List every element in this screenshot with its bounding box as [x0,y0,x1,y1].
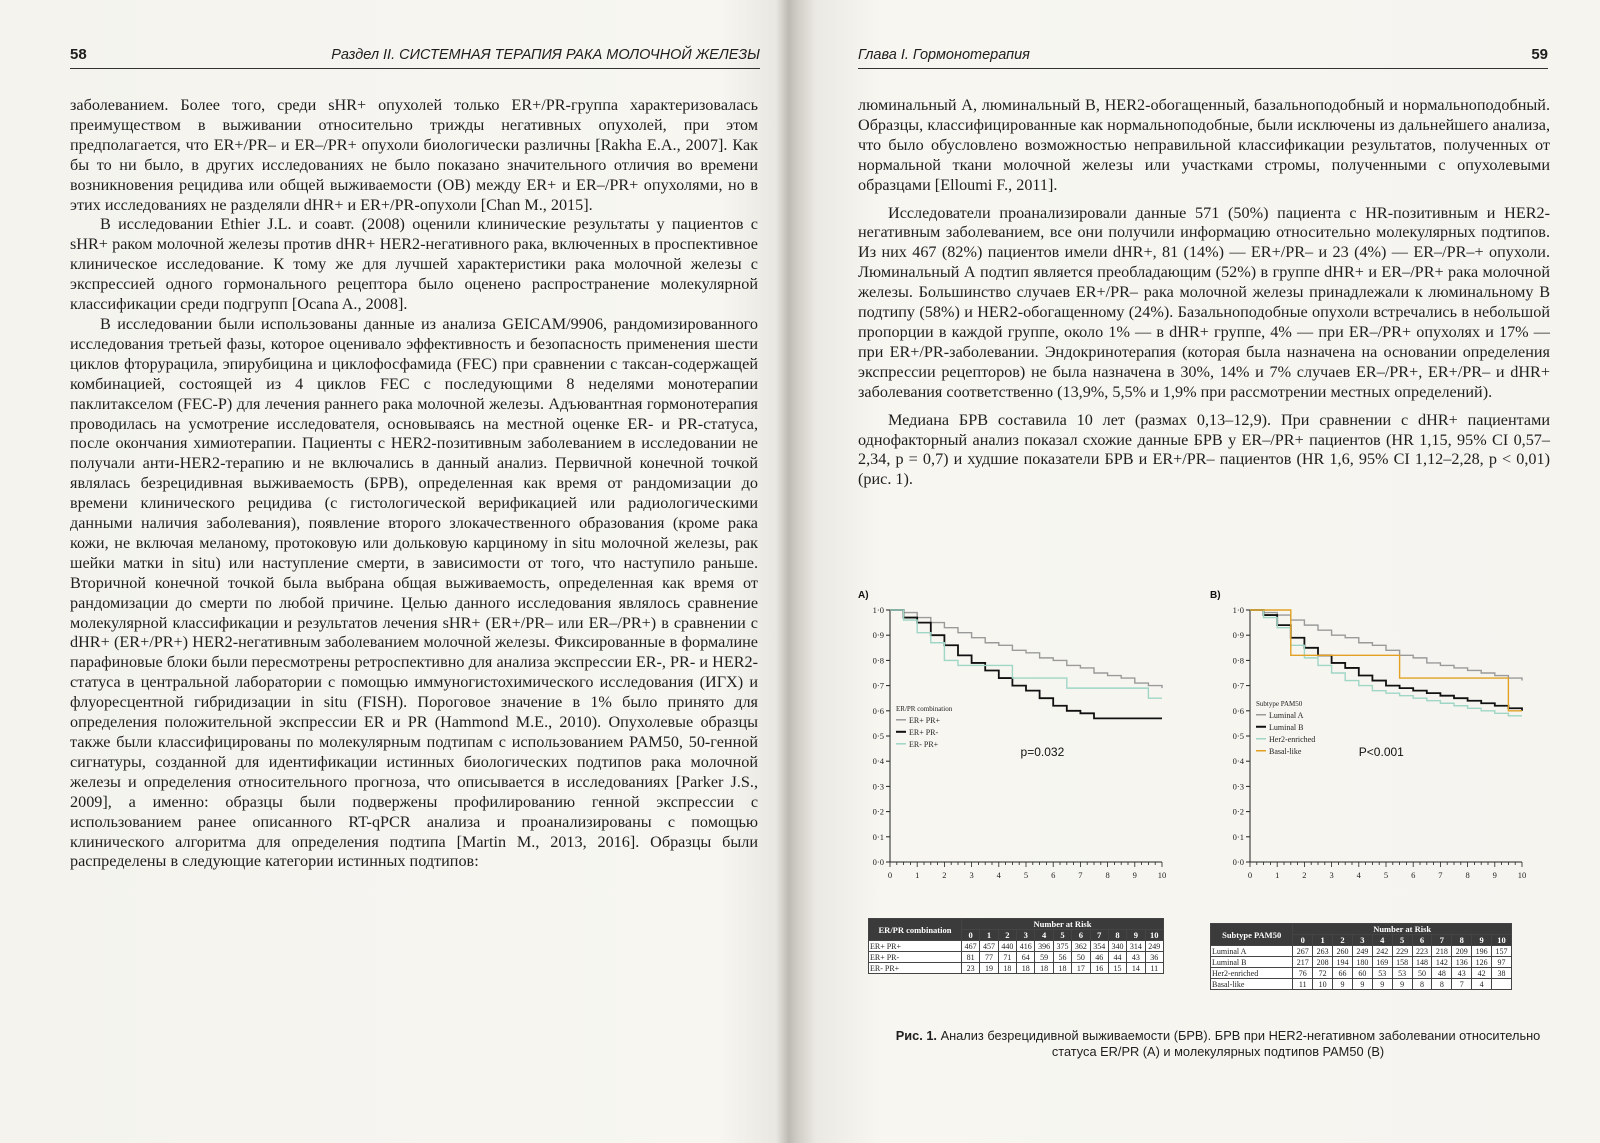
risk-cell: 9 [1372,979,1392,990]
risk-row-label: ER- PR+ [869,963,962,974]
risk-cell: 43 [1127,952,1145,963]
table-row [1211,957,1512,968]
left-running-head [70,44,760,69]
legend-title: Subtype PAM50 [1256,699,1303,708]
y-tick-label: 0·9 [1232,630,1244,641]
risk-cell: 263 [1313,946,1333,957]
risk-cell: 229 [1392,946,1412,957]
risk-cell: 314 [1127,941,1145,952]
x-tick-label: 2 [942,870,947,880]
y-tick-label: 1·0 [1232,605,1244,615]
right-page [810,0,1600,1143]
left-page [0,0,790,1143]
risk-cell: 126 [1472,957,1492,968]
risk-column-header: 5 [1053,930,1071,941]
paragraph: В исследовании Ethier J.L. и соавт. (2008) оценили клинические результаты у пациентов с sHR+ раком молочной железы против dHR+ HER2-негативного рака, включенных в проспективное клиническое исследование. К тому же для лучшей характеристики рака молочной железы с экспрессией одного гормонального рецептора было оценено распространение молекулярной классификации среди подгрупп [Ocana A., 2008]. [70,215,758,314]
legend-entry: ER- PR+ [909,739,939,749]
risk-cell: 260 [1333,946,1353,957]
x-tick-label: 5 [1383,870,1389,880]
x-tick-label: 3 [969,870,974,880]
paragraph: Медиана БРВ составила 10 лет (размах 0,13–12,9). При сравнении с dHR+ пациентами однофакторный анализ показал схожие данные БРВ у ER–/PR+ пациентов (HR 1,15, 95% CI 0,57–2,34, p = 0,7) и худшие показатели БРВ и ER+/PR– пациентов (HR 1,6, 95% CI 1,12–2,28, p < 0,01) (рис. 1). [858,410,1550,489]
y-tick-label: 0·3 [1232,781,1244,792]
risk-column-header: 0 [1293,935,1313,946]
risk-row-label: Basal-like [1211,979,1293,990]
table-row [1211,946,1512,957]
table-row [869,941,1164,952]
risk-cell: 53 [1372,968,1392,979]
risk-column-header: 6 [1412,935,1432,946]
risk-cell: 223 [1412,946,1432,957]
x-tick-label: 10 [1157,870,1167,880]
risk-cell: 19 [980,963,998,974]
x-tick-label: 5 [1023,870,1029,880]
y-tick-label: 0·8 [872,655,884,666]
risk-cell: 9 [1333,979,1353,990]
left-page-number: 58 [70,46,87,63]
x-tick-label: 10 [1517,870,1527,880]
risk-cell: 136 [1452,957,1472,968]
risk-cell: 142 [1432,957,1452,968]
risk-cell: 38 [1492,968,1512,979]
risk-column-header: 1 [1313,935,1333,946]
risk-cell: 17 [1072,963,1090,974]
risk-cell: 42 [1472,968,1492,979]
risk-column-header: 10 [1492,935,1512,946]
risk-column-header: 3 [1017,930,1035,941]
paragraph: Исследователи проанализировали данные 571 (50%) пациента с HR-позитивным и HER2-негативным заболеванием, все они получили информацию относительно молекулярных подтипов. Из них 467 (82%) пациентов имели dHR+, 81 (14%) — ER+/PR– и 23 (4%) — ER–/PR–+ опухоли. Люминальный А подтип является преобладающим (52%) в группе dHR+ и ER–/PR+ рака молочной железы. Большинство случаев ER+/PR– рака молочной железы принадлежали к люминальному B подтипу (58%) и HER2-обогащенному (24%). Базальноподобные опухоли встречались в небольшой пропорции в каждой группе, около 1% — в dHR+ группе, 4% — при ER–/PR+ опухолях и 17% — при ER+/PR-заболевании. Эндокринотерапия (которая была назначена на основании определения экспрессии рецепторов) не была назначена в 30%, 14% и 7% случаев ER–/PR+, ER+/PR– и dHR+ заболевания соответственно (13,9%, 5,5% и 1,9% при рассмотрении местных определений). [858,203,1550,401]
y-tick-label: 0·9 [872,630,884,641]
x-tick-label: 0 [1247,870,1253,880]
risk-cell: 53 [1392,968,1412,979]
risk-cell: 148 [1412,957,1432,968]
left-running-title: Раздел II. СИСТЕМНАЯ ТЕРАПИЯ РАКА МОЛОЧНОЙ ЖЕЛЕЗЫ [331,47,760,63]
right-running-title: Глава I. Гормонотерапия [858,47,1030,63]
series-line-2 [890,610,1162,718]
y-tick-label: 0·5 [1232,731,1244,741]
risk-cell: 46 [1090,952,1108,963]
legend-entry: ER+ PR- [909,727,939,737]
risk-cell: 60 [1352,968,1372,979]
risk-cell: 375 [1053,941,1071,952]
risk-column-header: 0 [962,930,980,941]
risk-cell: 36 [1145,952,1163,963]
risk-cell: 4 [1472,979,1492,990]
risk-cell: 11 [1293,979,1313,990]
risk-cell: 48 [1432,968,1452,979]
risk-cell: 217 [1293,957,1313,968]
legend-entry: Luminal B [1269,722,1304,732]
left-body-text [70,96,758,872]
caption-label: Рис. 1. [895,1028,937,1043]
risk-column-header: 8 [1452,935,1472,946]
risk-cell: 18 [1035,963,1053,974]
risk-row-header: ER/PR combination [869,919,962,941]
x-tick-label: 8 [1105,870,1110,880]
risk-column-header: 9 [1472,935,1492,946]
risk-cell: 18 [1017,963,1035,974]
risk-table-a [868,918,1164,974]
risk-cell: 18 [1053,963,1071,974]
x-tick-label: 3 [1329,870,1334,880]
paragraph: заболеванием. Более того, среди sHR+ опухолей только ER+/PR-группа характеризовалась преимуществом в выживании относительно трижды негативных опухолей, при этом предполагается, что ER+/PR– и ER–/PR+ опухоли биологически различны [Rakha E.A., 2007]. Как бы то ни было, в других исследованиях не было показано значительного отличия во времени возникновения рецидива или общей выживаемости (ОВ) между ER+ и ER–/PR+ опухолями, но в этих исследованиях не разделяли dHR+ и ER+/PR-опухоли [Chan M., 2015]. [70,96,758,214]
x-tick-label: 6 [1411,870,1416,880]
x-tick-label: 0 [887,870,893,880]
risk-cell: 340 [1108,941,1126,952]
figure-caption [888,1028,1548,1060]
risk-cell: 18 [998,963,1016,974]
right-body-text [858,96,1550,490]
risk-column-header: 7 [1432,935,1452,946]
y-tick-label: 0·1 [1232,831,1244,842]
risk-cell: 72 [1313,968,1333,979]
risk-cell: 71 [998,952,1016,963]
x-tick-label: 4 [1356,870,1361,880]
risk-cell: 64 [1017,952,1035,963]
risk-cell: 76 [1293,968,1313,979]
caption-text: Анализ безрецидивной выживаемости (БРВ). БРВ при HER2-негативном заболевании относительно статуса ER/PR (A) и молекулярных подтипов PAM50 (B) [940,1028,1541,1059]
risk-cell: 59 [1035,952,1053,963]
risk-cell: 249 [1145,941,1163,952]
risk-cell: 169 [1372,957,1392,968]
km-panel-b [1210,588,1550,1008]
y-tick-label: 0·2 [872,806,884,817]
x-tick-label: 8 [1465,870,1470,880]
x-tick-label: 7 [1078,870,1083,880]
risk-cell: 194 [1333,957,1353,968]
table-row [869,963,1164,974]
x-tick-label: 4 [996,870,1001,880]
y-tick-label: 0·6 [872,705,884,716]
y-tick-label: 0·0 [872,857,884,867]
risk-cell: 44 [1108,952,1126,963]
risk-cell: 249 [1352,946,1372,957]
risk-column-header: 9 [1127,930,1145,941]
right-running-head [858,44,1548,69]
risk-row-label: ER+ PR+ [869,941,962,952]
x-tick-label: 1 [1275,870,1280,880]
risk-cell: 11 [1145,963,1163,974]
panel-label: A) [858,590,869,601]
risk-cell: 208 [1313,957,1333,968]
risk-cell [1492,979,1512,990]
risk-column-header: 1 [980,930,998,941]
risk-row-label: Luminal A [1211,946,1293,957]
risk-column-header: 10 [1145,930,1163,941]
legend-entry: Basal-like [1269,746,1302,756]
y-tick-label: 0·4 [1232,756,1244,767]
risk-column-header: 6 [1072,930,1090,941]
y-tick-label: 0·3 [872,781,884,792]
risk-cell: 14 [1127,963,1145,974]
risk-cell: 267 [1293,946,1313,957]
risk-cell: 66 [1333,968,1353,979]
risk-cell: 77 [980,952,998,963]
risk-cell: 50 [1072,952,1090,963]
legend-title: ER/PR combination [896,704,953,713]
y-tick-label: 0·2 [1232,806,1244,817]
table-row [1211,968,1512,979]
risk-cell: 218 [1432,946,1452,957]
right-page-number: 59 [1531,46,1548,63]
x-tick-label: 9 [1132,870,1137,880]
risk-cell: 362 [1072,941,1090,952]
series-line-4 [1250,610,1522,711]
risk-column-header: 4 [1035,930,1053,941]
risk-column-header: 2 [1333,935,1353,946]
risk-column-header: 8 [1108,930,1126,941]
risk-row-label: ER+ PR- [869,952,962,963]
y-tick-label: 1·0 [872,605,884,615]
risk-cell: 196 [1472,946,1492,957]
risk-cell: 242 [1372,946,1392,957]
x-tick-label: 6 [1051,870,1056,880]
km-panel-a [858,588,1198,1008]
risk-cell: 416 [1017,941,1035,952]
paragraph: люминальный А, люминальный B, HER2-обогащенный, базальноподобный и нормальноподобный. Образцы, классифицированные как нормальноподобные, были исключены из дальнейшего анализа, что было обусловлено возможностью неправильной классификации результатов, полученных от нормальной ткани молочной железы или участками стромы, полученными с опухолевыми образцами [Elloumi F., 2011]. [858,96,1550,194]
figure-1 [858,588,1558,1068]
x-tick-label: 2 [1302,870,1307,880]
risk-column-header: 3 [1352,935,1372,946]
x-tick-label: 9 [1492,870,1497,880]
risk-row-header: Subtype PAM50 [1211,924,1293,946]
risk-cell: 457 [980,941,998,952]
y-tick-label: 0·6 [1232,705,1244,716]
risk-cell: 23 [962,963,980,974]
risk-cell: 396 [1035,941,1053,952]
legend-entry: ER+ PR+ [909,715,941,725]
risk-row-label: Her2-enriched [1211,968,1293,979]
risk-table-b [1210,923,1512,990]
risk-title: Number at Risk [962,919,1164,930]
risk-cell: 158 [1392,957,1412,968]
table-row [1211,979,1512,990]
risk-cell: 9 [1392,979,1412,990]
risk-cell: 209 [1452,946,1472,957]
x-tick-label: 7 [1438,870,1443,880]
km-chart-b [1210,588,1550,913]
risk-cell: 10 [1313,979,1333,990]
risk-cell: 7 [1452,979,1472,990]
p-value-annotation: p=0.032 [1020,745,1065,760]
y-tick-label: 0·7 [872,680,884,691]
risk-cell: 180 [1352,957,1372,968]
risk-title: Number at Risk [1293,924,1512,935]
x-tick-label: 1 [915,870,920,880]
risk-cell: 440 [998,941,1016,952]
risk-row-label: Luminal B [1211,957,1293,968]
risk-cell: 50 [1412,968,1432,979]
risk-cell: 9 [1352,979,1372,990]
y-tick-label: 0·8 [1232,655,1244,666]
paragraph: В исследовании были использованы данные из анализа GEICAM/9906, рандомизированного исследования третьей фазы, которое оценивало эффективность и безопасность применения шести циклов фторурацила, эпирубицина и циклофосфамида (FEC) при сравнении с таксан-содержащей комбинацией, состоящей из 4 циклов FEC с последующими 8 неделями монотерапии паклитакселом (FEC-P) для лечения раннего рака молочной железы. Адъювантная гормонотерапия проводилась на усмотрение исследователя, основываясь на местной оценке ER- и PR-статуса, после окончания химиотерапии. Пациенты с HER2-позитивным заболеванием в исследовании не получали анти-HER2-терапию и не включались в данный анализ. Первичной конечной точкой являлась безрецидивная выживаемость (БРВ), определенная как время от рандомизации до времени клинического рецидива (с гистологической верификацией или радиологическими данными наличия заболевания), появление второго злокачественного образования (кроме рака кожи, не включая меланому, протоковую или дольковую карциному in situ молочной железы, рак шейки матки in situ) или наступление смерти, в зависимости от того, что наступило раньше. Вторичной конечной точкой была выбрана общая выживаемость, определенная как время от рандомизации до смерти по любой причине. Целью данного исследования являлось сравнение молекулярной классификации и результатов лечения sHR+ (ER+/PR– или ER–/PR+) в сравнении с dHR+ (ER+/PR+) HER2-негативным заболеванием молочной железы. Фиксированные в формалине парафиновые блоки были пересмотрены ретроспективно для анализа экспрессии ER-, PR- и HER2-статуса в центральной лаборатории с помощью иммуногистохимического исследования (ИГХ) и флуоресцентной гибридизации in situ (FISH). Пороговое значение в 1% было принято для определения положительной экспрессии ER и PR (Hammond M.E., 2010). Опухолевые образцы также были классифицированы по молекулярным подтипам с использованием PAM50, 50-генной сигнатуры, созданной для идентификации истинных биологических подтипов рака молочной железы и определения относительного прогноза, что описывается в исследованиях [Parker J.S., 2009], а именно: образцы были подвержены профилированию генной экспрессии с использованием ранее описанного RT-qPCR анализа и проанализированы с помощью клинического алгоритма для определения подтипа [Martin M., 2013, 2016]. Образцы были распределены в следующие категории истинных подтипов: [70,314,758,871]
risk-cell: 56 [1053,952,1071,963]
risk-cell: 43 [1452,968,1472,979]
risk-column-header: 7 [1090,930,1108,941]
y-tick-label: 0·1 [872,831,884,842]
risk-cell: 15 [1108,963,1126,974]
legend-entry: Luminal A [1269,710,1304,720]
km-chart-a [858,588,1198,913]
risk-cell: 97 [1492,957,1512,968]
risk-cell: 8 [1432,979,1452,990]
risk-cell: 354 [1090,941,1108,952]
risk-column-header: 5 [1392,935,1412,946]
table-row [869,952,1164,963]
panel-label: B) [1210,590,1221,601]
y-tick-label: 0·5 [872,731,884,741]
risk-cell: 16 [1090,963,1108,974]
risk-cell: 467 [962,941,980,952]
y-tick-label: 0·4 [872,756,884,767]
risk-cell: 8 [1412,979,1432,990]
risk-column-header: 4 [1372,935,1392,946]
p-value-annotation: P<0.001 [1358,745,1404,760]
legend-entry: Her2-enriched [1269,734,1316,744]
risk-cell: 81 [962,952,980,963]
y-tick-label: 0·0 [1232,857,1244,867]
risk-column-header: 2 [998,930,1016,941]
y-tick-label: 0·7 [1232,680,1244,691]
risk-cell: 157 [1492,946,1512,957]
